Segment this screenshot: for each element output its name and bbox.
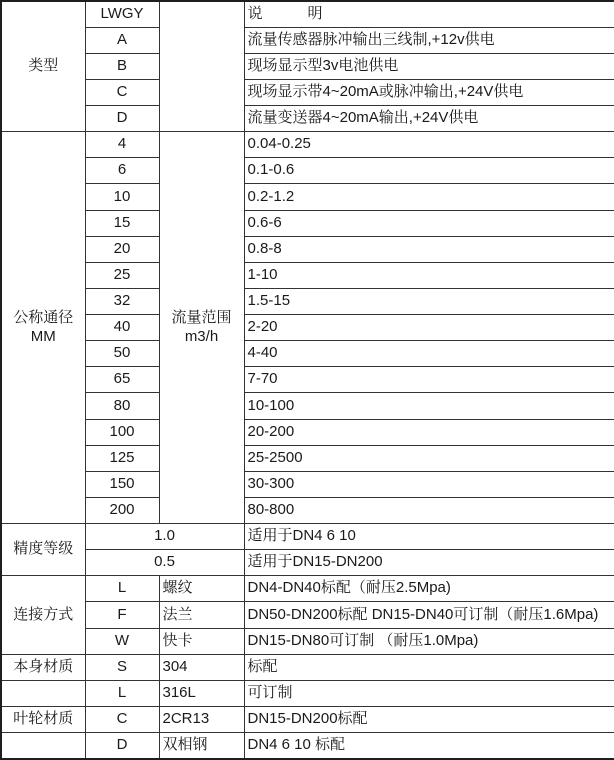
diameter-size-cell: 20 xyxy=(85,236,159,262)
type-desc-cell: 流量传感器脉冲输出三线制,+12v供电 xyxy=(244,27,614,53)
material-desc-cell: DN15-DN200标配 xyxy=(244,706,614,732)
connection-code-cell: F xyxy=(85,602,159,628)
type-section-label: 类型 xyxy=(1,1,85,132)
type-desc-cell: 流量变送器4~20mA输出,+24V供电 xyxy=(244,106,614,132)
flow-range-label-line1: 流量范围 xyxy=(171,308,232,326)
impeller-material-section-label: 叶轮材质 xyxy=(1,706,85,732)
material-desc-cell: 可订制 xyxy=(244,680,614,706)
connection-desc-cell: DN15-DN80可订制 （耐压1.0Mpa) xyxy=(244,628,614,654)
table-row xyxy=(1,628,614,654)
flow-range-cell: 7-70 xyxy=(244,367,614,393)
table-row xyxy=(1,576,614,602)
material-desc-cell: DN4 6 10 标配 xyxy=(244,733,614,760)
accuracy-desc-cell: 适用于DN4 6 10 xyxy=(244,524,614,550)
connection-desc-cell: DN50-DN200标配 DN15-DN40可订制（耐压1.6Mpa) xyxy=(244,602,614,628)
flow-range-cell: 2-20 xyxy=(244,315,614,341)
connection-code-cell: L xyxy=(85,576,159,602)
model-header-cell: LWGY xyxy=(85,1,159,27)
table-row xyxy=(1,419,614,445)
table-row xyxy=(1,184,614,210)
diameter-size-cell: 200 xyxy=(85,497,159,523)
flow-range-cell: 25-2500 xyxy=(244,445,614,471)
table-row xyxy=(1,79,614,105)
table-row xyxy=(1,288,614,314)
diameter-size-cell: 125 xyxy=(85,445,159,471)
flow-range-cell: 80-800 xyxy=(244,497,614,523)
material-code-cell: D xyxy=(85,733,159,760)
empty-cell xyxy=(1,733,85,760)
flow-range-cell: 0.04-0.25 xyxy=(244,132,614,158)
table-row xyxy=(1,315,614,341)
diameter-size-cell: 15 xyxy=(85,210,159,236)
accuracy-grade-cell: 1.0 xyxy=(85,524,244,550)
connection-name-cell: 法兰 xyxy=(159,602,244,628)
table-row xyxy=(1,341,614,367)
empty-cell xyxy=(1,680,85,706)
material-name-cell: 双相钢 xyxy=(159,733,244,760)
type-code-cell: D xyxy=(85,106,159,132)
connection-name-cell: 螺纹 xyxy=(159,576,244,602)
flow-range-cell: 0.1-0.6 xyxy=(244,158,614,184)
table-row xyxy=(1,1,614,27)
table-row xyxy=(1,471,614,497)
table-row xyxy=(1,654,614,680)
material-desc-cell: 标配 xyxy=(244,654,614,680)
material-code-cell: L xyxy=(85,680,159,706)
flow-range-cell: 30-300 xyxy=(244,471,614,497)
flow-range-label xyxy=(159,132,244,524)
type-code-cell: B xyxy=(85,53,159,79)
type-code-cell: C xyxy=(85,79,159,105)
flow-range-label-line2: m3/h xyxy=(184,327,219,345)
table-row xyxy=(1,158,614,184)
flow-range-cell: 0.2-1.2 xyxy=(244,184,614,210)
accuracy-grade-cell: 0.5 xyxy=(85,550,244,576)
connection-name-cell: 快卡 xyxy=(159,628,244,654)
type-spacer-cell xyxy=(159,1,244,132)
table-row xyxy=(1,733,614,760)
body-material-section-label: 本身材质 xyxy=(1,654,85,680)
diameter-size-cell: 100 xyxy=(85,419,159,445)
table-row xyxy=(1,262,614,288)
diameter-size-cell: 25 xyxy=(85,262,159,288)
flow-range-cell: 10-100 xyxy=(244,393,614,419)
table-row xyxy=(1,210,614,236)
table-row xyxy=(1,393,614,419)
table-row xyxy=(1,106,614,132)
table-row xyxy=(1,27,614,53)
material-code-cell: S xyxy=(85,654,159,680)
diameter-size-cell: 10 xyxy=(85,184,159,210)
connection-desc-cell: DN4-DN40标配（耐压2.5Mpa) xyxy=(244,576,614,602)
flow-range-cell: 0.6-6 xyxy=(244,210,614,236)
connection-section-label: 连接方式 xyxy=(1,576,85,654)
diameter-size-cell: 32 xyxy=(85,288,159,314)
table-row xyxy=(1,602,614,628)
table-row xyxy=(1,132,614,158)
material-name-cell: 2CR13 xyxy=(159,706,244,732)
flow-range-cell: 20-200 xyxy=(244,419,614,445)
connection-code-cell: W xyxy=(85,628,159,654)
material-code-cell: C xyxy=(85,706,159,732)
diameter-size-cell: 150 xyxy=(85,471,159,497)
table-row xyxy=(1,497,614,523)
table-row xyxy=(1,236,614,262)
accuracy-desc-cell: 适用于DN15-DN200 xyxy=(244,550,614,576)
diameter-size-cell: 6 xyxy=(85,158,159,184)
table-row xyxy=(1,706,614,732)
diameter-section-label xyxy=(1,132,85,524)
type-desc-cell: 现场显示型3v电池供电 xyxy=(244,53,614,79)
diameter-size-cell: 4 xyxy=(85,132,159,158)
table-row xyxy=(1,445,614,471)
table-row xyxy=(1,524,614,550)
diameter-label-line2: MM xyxy=(30,327,56,345)
table-row xyxy=(1,680,614,706)
table-row xyxy=(1,550,614,576)
diameter-size-cell: 65 xyxy=(85,367,159,393)
flow-range-cell: 0.8-8 xyxy=(244,236,614,262)
diameter-label-line1: 公称通径 xyxy=(13,308,74,326)
type-desc-cell: 现场显示带4~20mA或脉冲输出,+24V供电 xyxy=(244,79,614,105)
accuracy-section-label: 精度等级 xyxy=(1,524,85,576)
diameter-size-cell: 80 xyxy=(85,393,159,419)
diameter-size-cell: 40 xyxy=(85,315,159,341)
diameter-size-cell: 50 xyxy=(85,341,159,367)
flow-range-cell: 1-10 xyxy=(244,262,614,288)
material-name-cell: 304 xyxy=(159,654,244,680)
desc-header-cell: 说 明 xyxy=(244,1,614,27)
type-code-cell: A xyxy=(85,27,159,53)
table-row xyxy=(1,53,614,79)
table-row xyxy=(1,367,614,393)
flow-range-cell: 1.5-15 xyxy=(244,288,614,314)
flow-range-cell: 4-40 xyxy=(244,341,614,367)
material-name-cell: 316L xyxy=(159,680,244,706)
